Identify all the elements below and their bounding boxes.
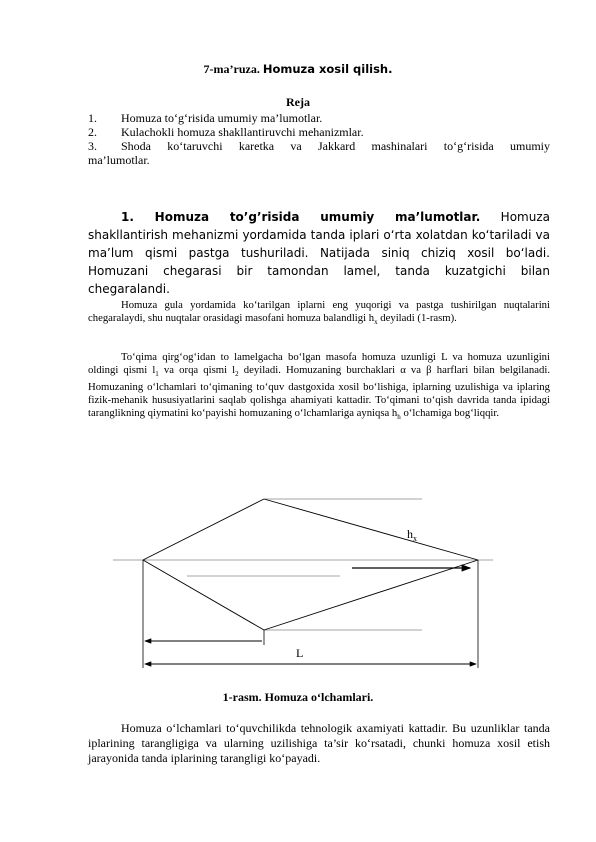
plan-item: 3. Shoda ko‘taruvchi karetka va Jakkard mashinalari to‘g‘risida umumiy <box>88 139 550 153</box>
paragraph-length: To‘qima qirg‘og‘idan to lamelgacha bo‘lgan masofa homuza uzunligi L va homuza uzunligini oldingi qismi $l_1$ va orqa qismi $l_2$ deyiladi. Homuzaning burchaklari α va β harflari bilan belgilanadi. Homuzaning o‘lchamlari to‘qimaning to‘quv dastgoxida xosil bo‘lishiga, iplarning uzulishiga va iplaring fizik-mehanik hususiyatlarini saqlab qolishga ahamiyati kattadir. To‘qimani to‘qish davrida tanda ipidagi taranglikning qiymatini ko‘payishi homuzaning o‘lchamlariga ayniqsa $h_h$ o‘lchamiga bog‘liqqir. <box>88 351 550 422</box>
plan-item: 2. Kulachokli homuza shakllantiruvchi mehanizmlar. <box>88 125 364 139</box>
plan-heading: Reja <box>286 95 310 109</box>
length-label: L <box>296 646 304 660</box>
plan-item-continuation: ma’lumotlar. <box>88 153 150 167</box>
lower-shed-front <box>143 560 264 630</box>
section-1-heading: 1. Homuza to’g’risida umumiy ma’lumotlar. <box>121 210 481 224</box>
upper-shed-back <box>264 499 478 560</box>
lower-shed-back <box>264 560 478 630</box>
lecture-topic: Homuza xosil qilish. <box>262 62 393 76</box>
lecture-number: 7-ma’ruza. <box>203 62 260 76</box>
height-label: $h_x$ <box>407 527 417 543</box>
closing-paragraph: Homuza o‘lchamlari to‘quvchilikda tehnologik axamiyati kattadir. Bu uzunliklar tanda iplarining tarangligiga va ularning uzilishiga ta’sir ko‘rsatadi, chunki homuza xosil etish jarayonida tanda iplarining tarangligi ko‘payadi. <box>88 721 550 765</box>
paragraph-height: Homuza gula yordamida ko‘tarilgan iplarni eng yuqorigi va pastga tushirilgan nuqtalarini chegaralaydi, shu nuqtalar orasidagi masofani homuza balandligi $h_x$ deyiladi (1-rasm). <box>88 299 550 327</box>
section-1-text: Homuza shakllantirish mehanizmi yordamida tanda iplari o‘rta xolatdan ko‘tariladi va ma’lum qismi pastga tushuriladi. Natijada siniq chiziq xosil bo‘ladi. Homuzani chegarasi bir tamondan lamel, tanda kuzatgichi bilan chegaralandi. <box>88 210 550 296</box>
figure-caption: 1-rasm. Homuza o‘lchamlari. <box>222 690 374 704</box>
upper-shed-front <box>143 499 264 560</box>
plan-item: 1. Homuza to‘g‘risida umumiy ma’lumotlar. <box>88 111 323 125</box>
